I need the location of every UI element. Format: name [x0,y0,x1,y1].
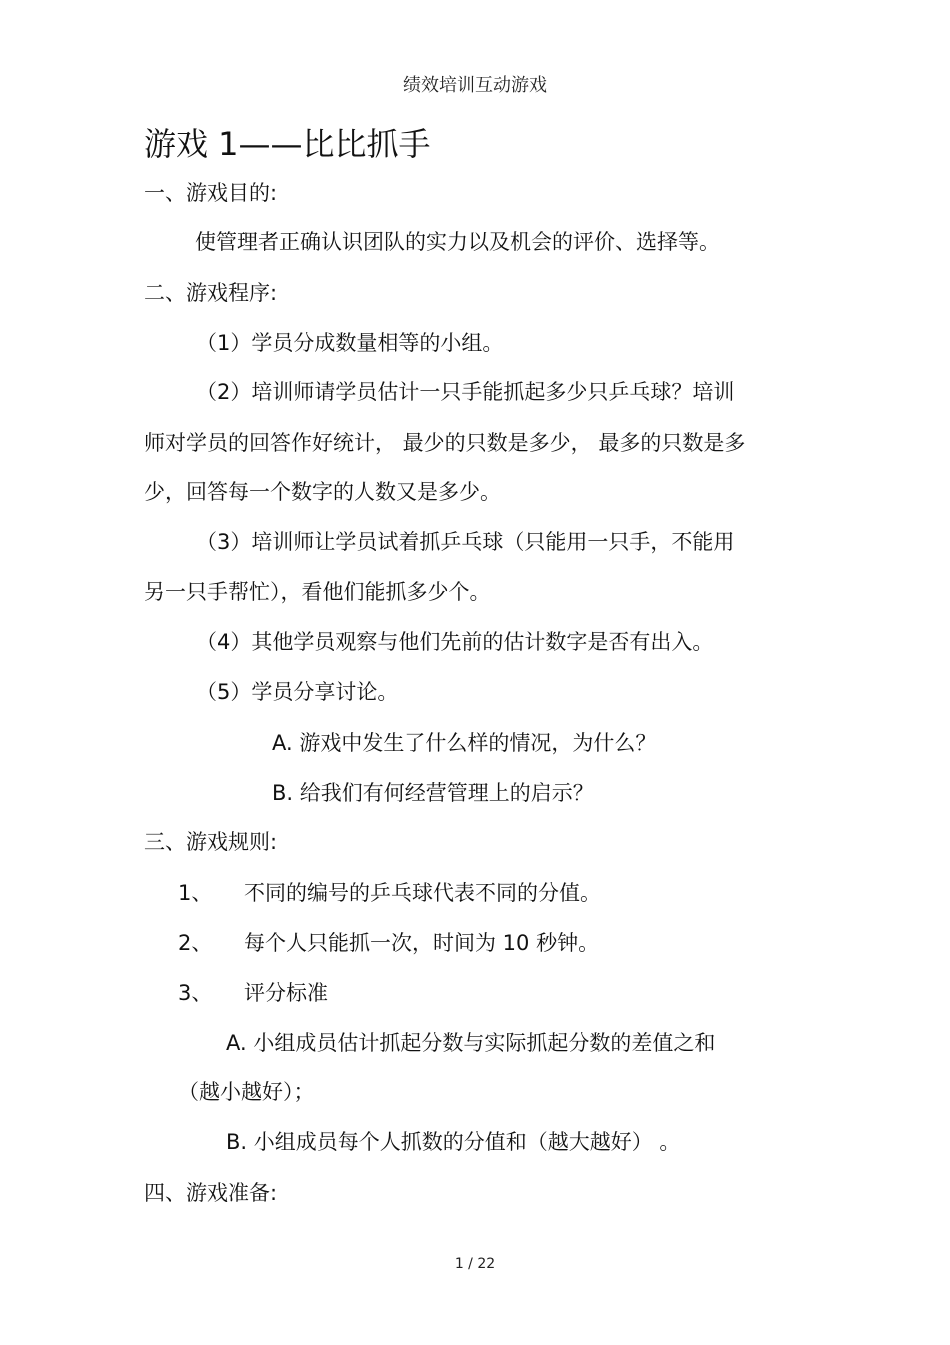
criterion-a-line-2: （越小越好）； [178,1080,315,1104]
section-2-heading: 二、游戏程序: [144,281,278,305]
rule-2-number: 2、 [178,931,213,955]
question-b: B. 给我们有何经营管理上的启示？ [272,781,594,805]
step-1: （1）学员分成数量相等的小组。 [196,331,504,355]
page-header: 绩效培训互动游戏 [403,75,547,96]
step-3-line-1: （3）培训师让学员试着抓乒乓球（只能用一只手，不能用 [196,530,735,554]
step-2-line-3: 少，回答每一个数字的人数又是多少。 [144,480,501,504]
criterion-a-line-1: A. 小组成员估计抓起分数与实际抓起分数的差值之和 [226,1031,716,1055]
section-1-text: 使管理者正确认识团队的实力以及机会的评价、选择等。 [195,230,720,254]
section-3-heading: 三、游戏规则: [144,830,278,854]
step-2-line-2: 师对学员的回答作好统计， 最少的只数是多少， 最多的只数是多 [144,431,746,455]
document-title: 游戏 1——比比抓手 [144,125,431,163]
step-3-line-2: 另一只手帮忙），看他们能抓多少个。 [144,580,491,604]
page-number: 1 / 22 [454,1256,496,1272]
step-4: （4）其他学员观察与他们先前的估计数字是否有出入。 [196,630,714,654]
rule-1-number: 1、 [178,881,213,905]
rule-2-text: 每个人只能抓一次，时间为 10 秒钟。 [244,931,600,955]
step-2-line-1: （2）培训师请学员估计一只手能抓起多少只乒乓球？培训 [196,380,735,404]
question-a: A. 游戏中发生了什么样的情况，为什么？ [272,731,657,755]
section-4-heading: 四、游戏准备: [144,1181,278,1205]
rule-3-number: 3、 [178,981,213,1005]
rule-3-text: 评分标准 [244,981,328,1005]
rule-1-text: 不同的编号的乒乓球代表不同的分值。 [244,881,601,905]
step-5: （5）学员分享讨论。 [196,680,399,704]
section-1-heading: 一、游戏目的: [144,181,278,205]
criterion-b: B. 小组成员每个人抓数的分值和（越大越好） 。 [226,1130,681,1154]
